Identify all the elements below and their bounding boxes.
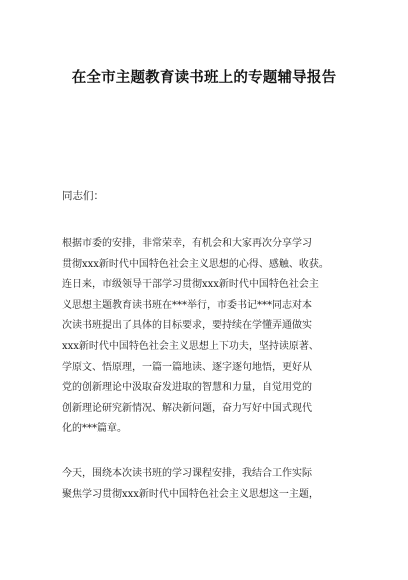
paragraph-1 [62,234,352,440]
paragraph-line: 连日来，市级领导干部学习贯彻xxx新时代中国特色社会主 [62,279,319,291]
paragraph-line: 义思想主题教育读书班在***举行，市委书记***同志对本 [62,299,312,311]
paragraph-line: 学原文、悟原理，一篇一篇地读、逐字逐句地悟，更好从 [62,361,312,373]
paragraph-line: xxx新时代中国特色社会主义思想上下功夫，坚持读原著、 [62,340,319,352]
paragraph-line: 今天，围绕本次读书班的学习课程安排，我结合工作实际 [62,468,312,479]
paragraph-line: 根据市委的安排，非常荣幸，有机会和大家再次分享学习 [62,238,312,249]
paragraph-line: 聚焦学习贯彻xxx新时代中国特色社会主义思想这一主题， [62,488,319,500]
paragraph-line: 化的***篇章。 [62,423,127,435]
document-title: 在全市主题教育读书班上的专题辅导报告 [71,70,337,86]
paragraph-line: 党的创新理论中汲取奋发进取的智慧和力量，自觉用党的 [62,382,312,394]
paragraph-2 [62,464,352,505]
salutation: 同志们： [62,190,104,202]
paragraph-line: 次读书班提出了具体的目标要求，要持续在学懂弄通做实 [62,320,312,332]
paragraph-line: 贯彻xxx新时代中国特色社会主义思想的心得、感触、收获。 [62,258,329,270]
paragraph-line: 创新理论研究新情况、解决新问题，奋力写好中国式现代 [62,402,312,414]
